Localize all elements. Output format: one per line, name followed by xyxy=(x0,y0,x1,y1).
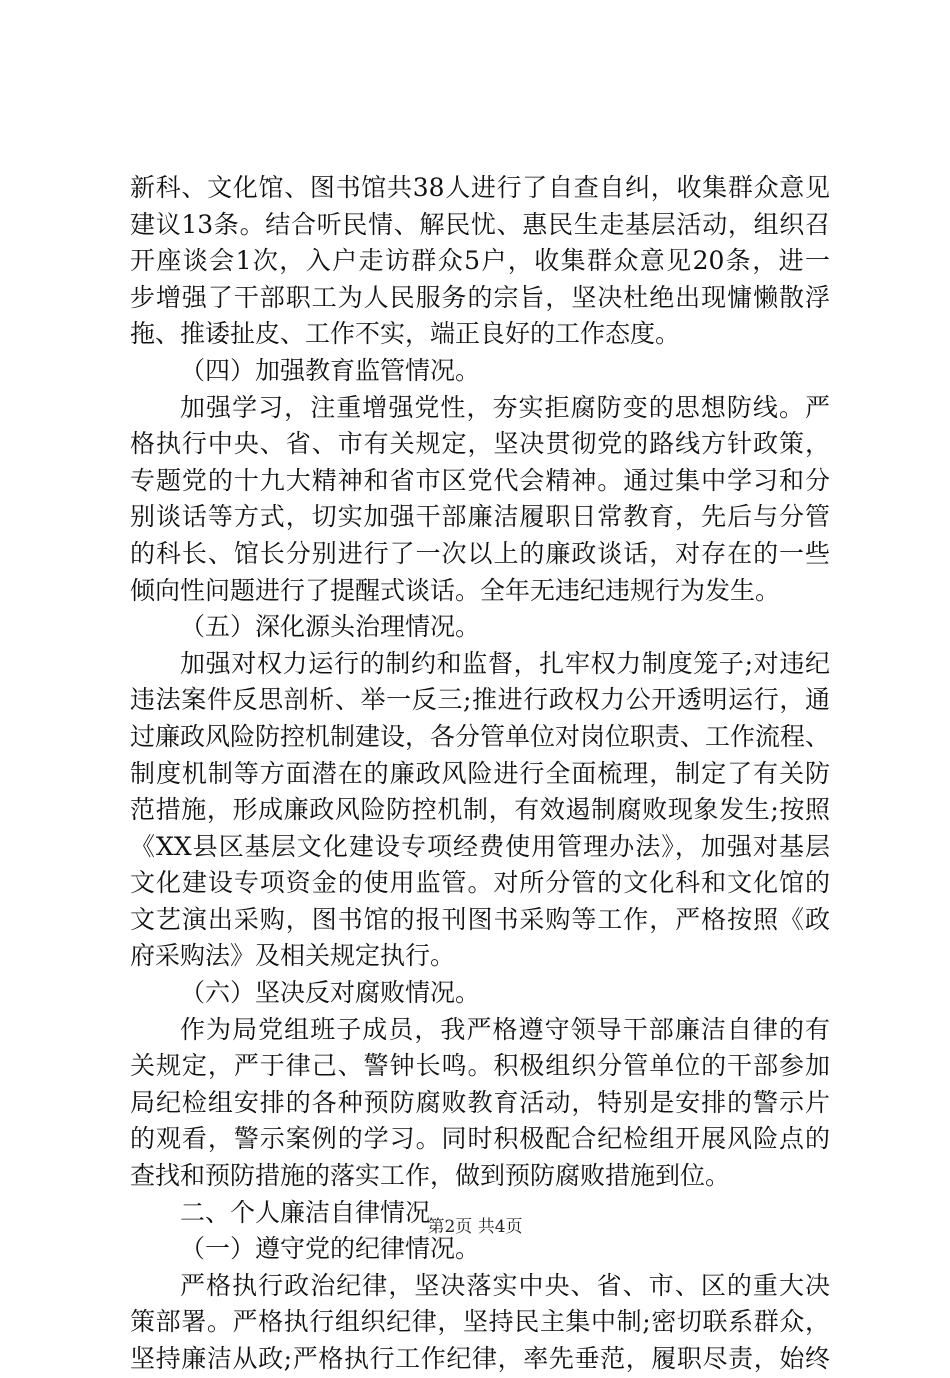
paragraph-line: 制度机制等方面潜在的廉政风险进行全面梳理，制定了有关防 xyxy=(130,758,830,788)
paragraph-line: 坚持廉洁从政;严格执行工作纪律，率先垂范，履职尽责，始终 xyxy=(130,1344,830,1373)
section-heading: （一）遵守党的纪律情况。 xyxy=(180,1234,481,1264)
paragraph-line: 查找和预防措施的落实工作，做到预防腐败措施到位。 xyxy=(130,1161,731,1191)
section-heading: （六）坚决反对腐败情况。 xyxy=(180,978,481,1008)
paragraph-line: 局纪检组安排的各种预防腐败教育活动，特别是安排的警示片 xyxy=(130,1087,830,1117)
section-heading: 二、个人廉洁自律情况 xyxy=(180,1197,431,1227)
paragraph-line: 加强对权力运行的制约和监督，扎牢权力制度笼子;对违纪 xyxy=(180,648,830,678)
paragraph-line: 步增强了干部职工为人民服务的宗旨，坚决杜绝出现慵懒散浮 xyxy=(130,282,830,312)
paragraph-line: 加强学习，注重增强党性，夯实拒腐防变的思想防线。严 xyxy=(180,392,830,422)
paragraph-line: 作为局党组班子成员，我严格遵守领导干部廉洁自律的有 xyxy=(180,1014,830,1044)
paragraph-line: 拖、推诿扯皮、工作不实，端正良好的工作态度。 xyxy=(130,319,681,349)
paragraph-line: 违法案件反思剖析、举一反三;推进行政权力公开透明运行，通 xyxy=(130,685,830,715)
paragraph-line: 专题党的十九大精神和省市区党代会精神。通过集中学习和分 xyxy=(130,465,830,495)
paragraph-line: 关规定，严于律己、警钟长鸣。积极组织分管单位的干部参加 xyxy=(130,1051,830,1081)
paragraph-line: 新科、文化馆、图书馆共38人进行了自查自纠，收集群众意见 xyxy=(130,173,830,202)
section-heading: （五）深化源头治理情况。 xyxy=(180,612,481,642)
paragraph-line: 格执行中央、省、市有关规定，坚决贯彻党的路线方针政策， xyxy=(130,429,830,459)
document-body xyxy=(130,170,830,1378)
paragraph-line: 文艺演出采购，图书馆的报刊图书采购等工作，严格按照《政 xyxy=(130,904,830,934)
paragraph-line: 别谈话等方式，切实加强干部廉洁履职日常教育，先后与分管 xyxy=(130,502,830,532)
paragraph-line: 策部署。严格执行组织纪律，坚持民主集中制;密切联系群众， xyxy=(130,1307,830,1337)
paragraph-line: 的观看，警示案例的学习。同时积极配合纪检组开展风险点的 xyxy=(130,1124,830,1154)
paragraph-line: 的科长、馆长分别进行了一次以上的廉政谈话，对存在的一些 xyxy=(130,538,830,568)
paragraph-line: 开座谈会1次，入户走访群众5户，收集群众意见20条，进一 xyxy=(130,246,830,276)
paragraph-line: 建议13条。结合听民情、解民忧、惠民生走基层活动，组织召 xyxy=(130,209,830,239)
section-heading: （四）加强教育监管情况。 xyxy=(180,355,481,385)
paragraph-line: 过廉政风险防控机制建设，各分管单位对岗位职责、工作流程、 xyxy=(130,721,831,751)
page-footer: 第2页 共4页 xyxy=(427,1217,523,1237)
paragraph-line: 文化建设专项资金的使用监管。对所分管的文化科和文化馆的 xyxy=(130,868,830,898)
paragraph-line: 范措施，形成廉政风险防控机制，有效遏制腐败现象发生;按照 xyxy=(130,795,830,825)
paragraph-line: 倾向性问题进行了提醒式谈话。全年无违纪违规行为发生。 xyxy=(130,575,781,605)
paragraph-line: 严格执行政治纪律，坚决落实中央、省、市、区的重大决 xyxy=(180,1270,830,1300)
paragraph-line: 府采购法》及相关规定执行。 xyxy=(130,941,456,971)
paragraph-line: 《XX县区基层文化建设专项经费使用管理办法》，加强对基层 xyxy=(130,831,830,861)
